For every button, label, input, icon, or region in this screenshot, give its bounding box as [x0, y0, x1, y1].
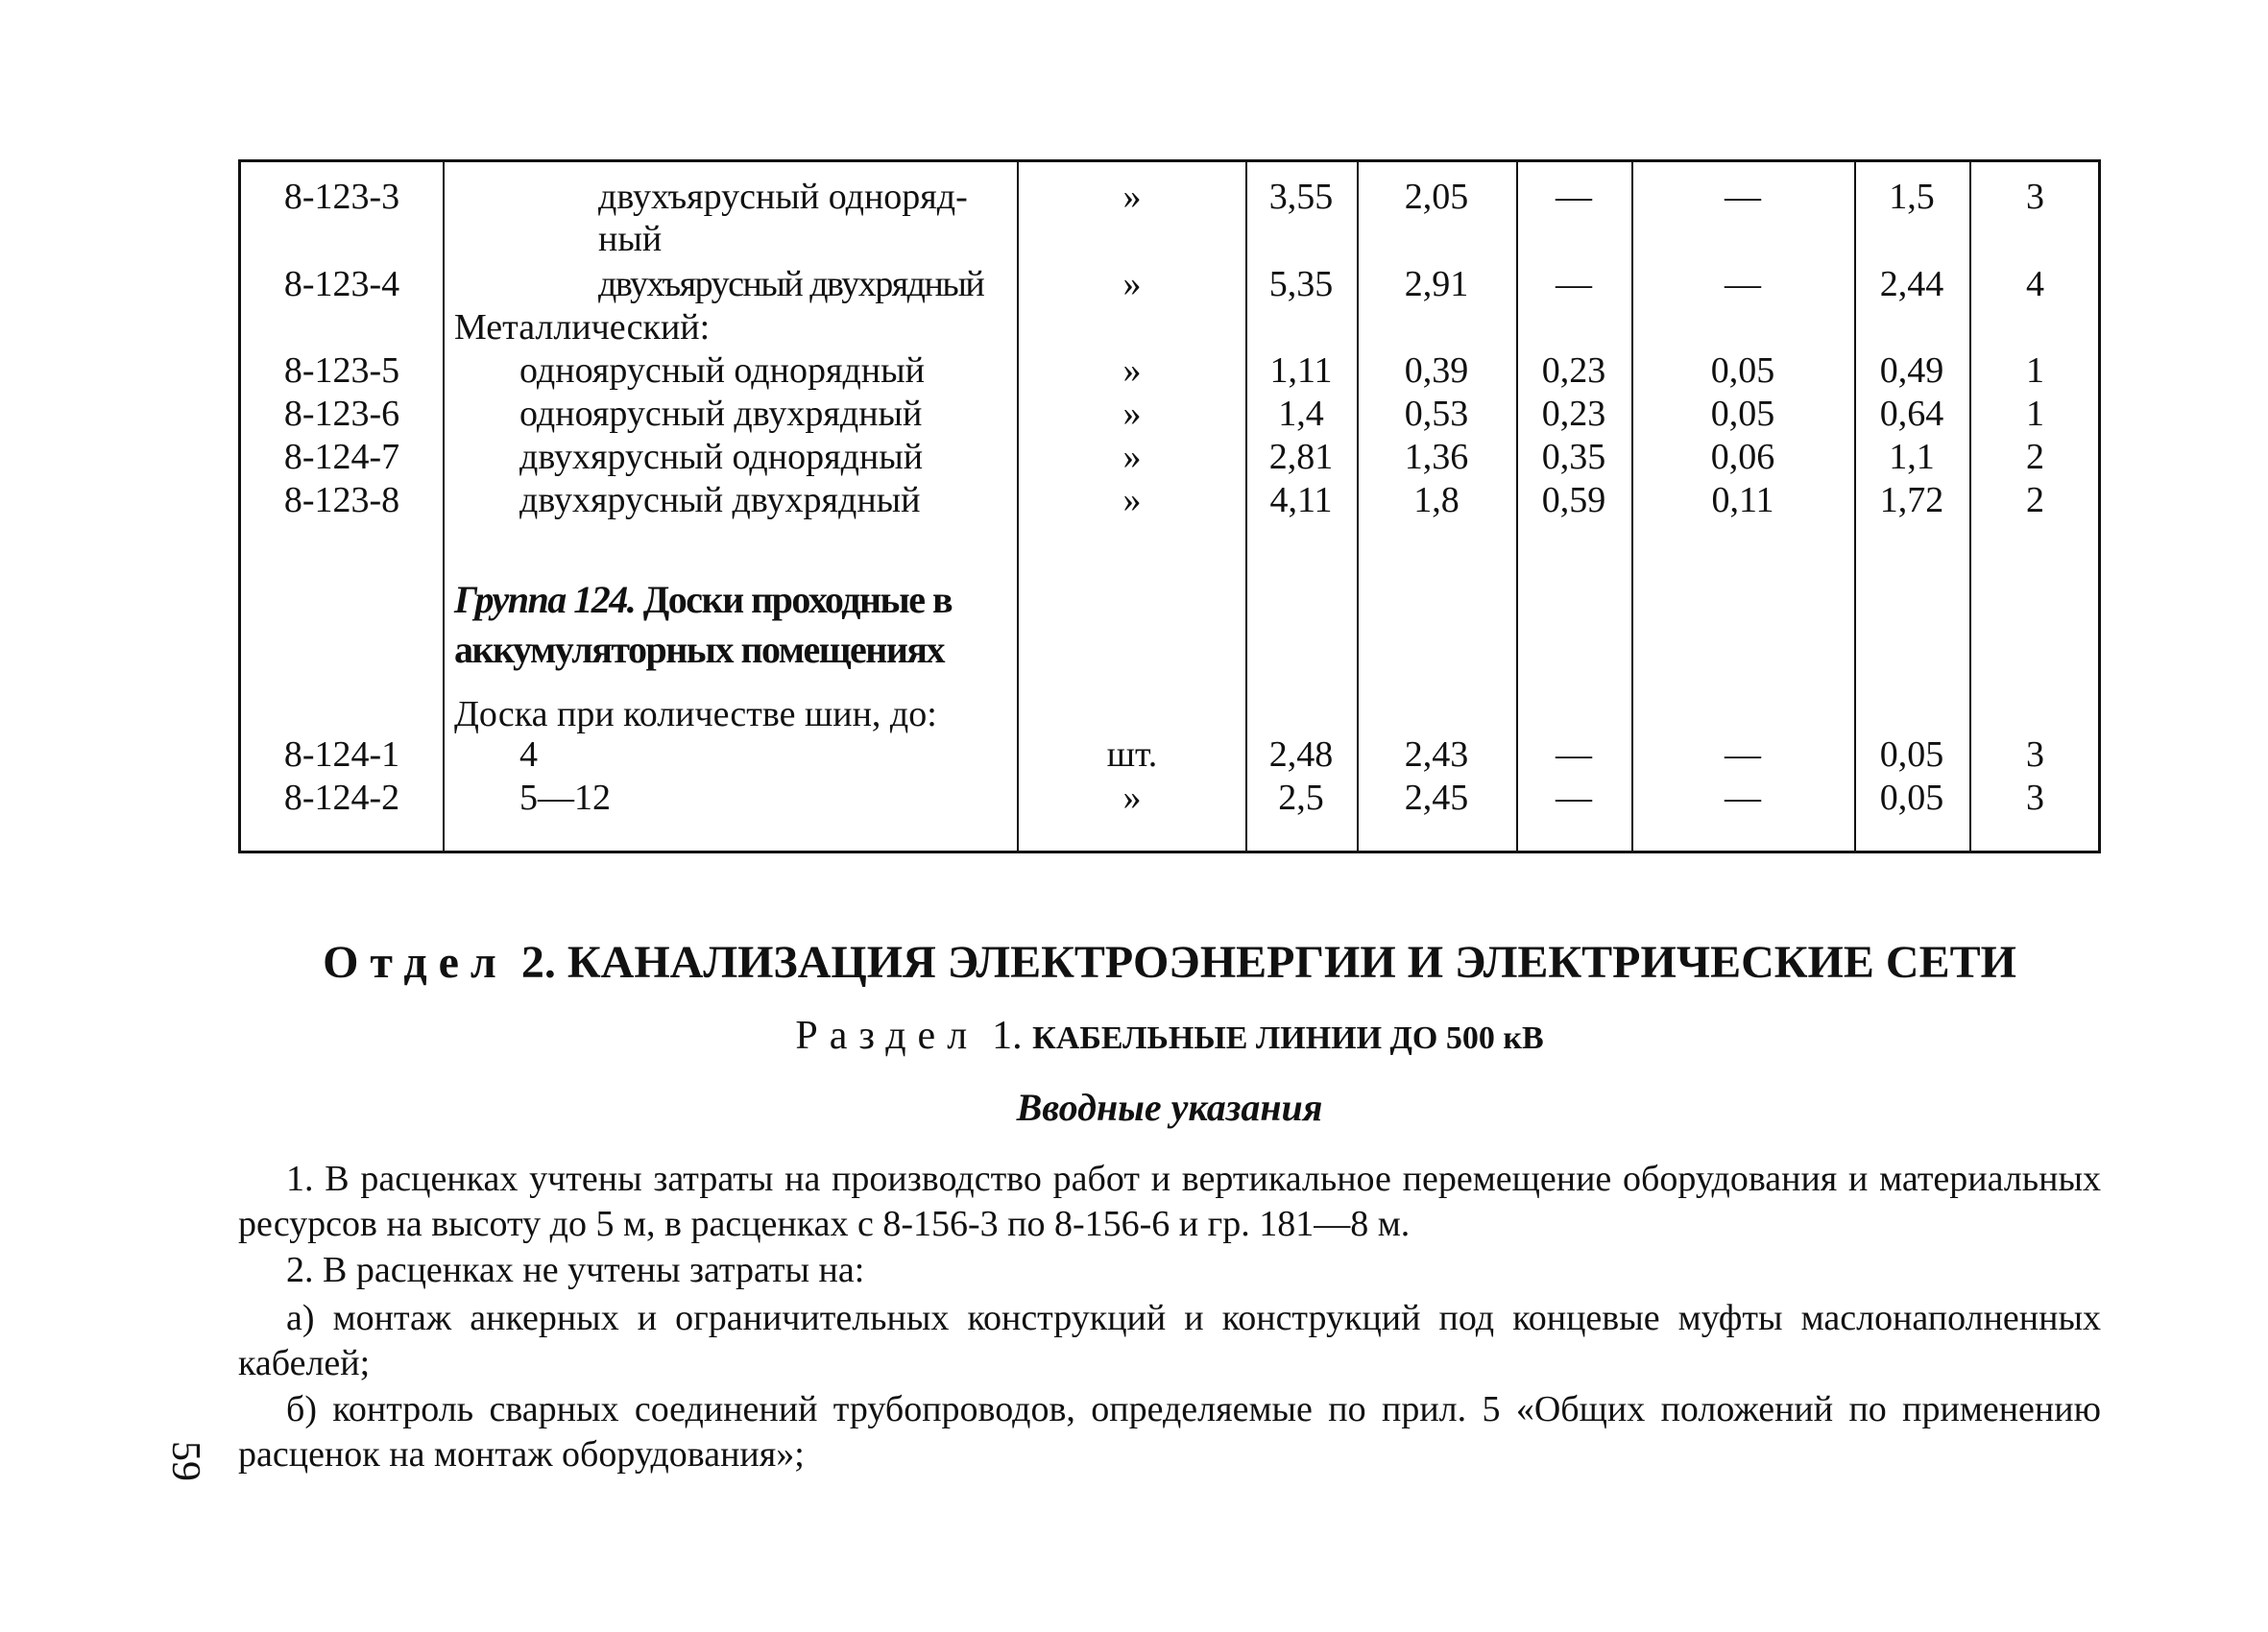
rate-code: 8-123-6: [283, 394, 400, 434]
value-cell: 0,05: [1710, 350, 1775, 391]
value-cell: 0,05: [1710, 394, 1775, 434]
unit-cell: »: [1122, 350, 1142, 391]
value-cell: 2,05: [1404, 177, 1469, 217]
rate-code: 8-123-4: [283, 264, 400, 304]
unit-cell: »: [1122, 177, 1142, 217]
unit-cell: »: [1122, 480, 1142, 520]
unit-cell: шт.: [1106, 734, 1158, 775]
section-heading: [238, 936, 2101, 989]
value-cell: 2,48: [1268, 734, 1334, 775]
page-number: 59: [163, 1441, 207, 1481]
value-cell: 2,5: [1278, 778, 1324, 818]
rate-code: 8-123-3: [283, 177, 400, 217]
value-cell: 0,11: [1711, 480, 1774, 520]
value-cell: 0,39: [1404, 350, 1469, 391]
value-cell: 0,59: [1541, 480, 1606, 520]
value-cell: 1,4: [1278, 394, 1324, 434]
value-cell: —: [1725, 734, 1761, 775]
paragraph: [238, 1387, 2101, 1477]
value-cell: 1: [2026, 394, 2044, 434]
section-title: 2. КАНАЛИЗАЦИЯ ЭЛЕКТРОЭНЕРГИИ И ЭЛЕКТРИЧЕСКИЕ СЕТИ: [520, 937, 2016, 988]
rate-code: 8-123-5: [283, 350, 400, 391]
value-cell: 3,55: [1268, 177, 1334, 217]
value-cell: 2,91: [1404, 264, 1469, 304]
rate-name: 4: [519, 734, 538, 775]
paragraph-text: 1. В расценках учтены затраты на производство работ и вертикальное перемещение оборудования и материальных ресурсов на высоту до 5 м, в расценках с 8-156-3 по 8-156-6 и гр. 181—8 м.: [238, 1159, 2101, 1244]
group-name: Доски проходные в аккумуляторных помещениях: [454, 578, 953, 671]
value-cell: 0,05: [1879, 778, 1944, 818]
subsection-title: КАБЕЛЬНЫЕ ЛИНИИ ДО 500 кВ: [1032, 1020, 1544, 1056]
value-cell: —: [1556, 778, 1592, 818]
value-cell: 1,8: [1413, 480, 1460, 520]
value-cell: —: [1556, 177, 1592, 217]
subsection-number: 1.: [992, 1014, 1023, 1058]
value-cell: 1,1: [1889, 437, 1935, 477]
unit-cell: »: [1122, 437, 1142, 477]
rate-code: 8-124-7: [283, 437, 400, 477]
group-title: [454, 575, 1016, 675]
value-cell: 0,06: [1710, 437, 1775, 477]
subsection-word: Раздел: [795, 1014, 979, 1058]
value-cell: 0,35: [1541, 437, 1606, 477]
section-word: Отдел: [323, 937, 508, 988]
value-cell: 0,64: [1879, 394, 1944, 434]
unit-cell: »: [1122, 394, 1142, 434]
intro-heading: Вводные указания: [1016, 1086, 1323, 1129]
unit-cell: »: [1122, 264, 1142, 304]
value-cell: 0,05: [1879, 734, 1944, 775]
value-cell: —: [1725, 177, 1761, 217]
value-cell: 0,23: [1541, 394, 1606, 434]
category-header: Доска при количестве шин, до:: [454, 694, 937, 734]
value-cell: 2,45: [1404, 778, 1469, 818]
value-cell: 2: [2026, 480, 2044, 520]
value-cell: 0,53: [1404, 394, 1469, 434]
value-cell: —: [1725, 264, 1761, 304]
rate-name: двухъярусный двухрядный: [598, 264, 984, 304]
value-cell: 1: [2026, 350, 2044, 391]
paragraph-text: 2. В расценках не учтены затраты на:: [286, 1250, 865, 1290]
paragraph-text: б) контроль сварных соединений трубопроводов, определяемые по прил. 5 «Общих положений по применению расценок на монтаж оборудования»;: [238, 1389, 2101, 1475]
rate-code: 8-124-2: [283, 778, 400, 818]
column-divider: [443, 162, 445, 851]
value-cell: 1,5: [1889, 177, 1935, 217]
value-cell: 2,44: [1879, 264, 1944, 304]
rate-name: одноярусный однорядный: [519, 350, 925, 391]
value-cell: 2,43: [1404, 734, 1469, 775]
value-cell: 2,81: [1268, 437, 1334, 477]
value-cell: 5,35: [1268, 264, 1334, 304]
value-cell: 0,23: [1541, 350, 1606, 391]
value-cell: 4: [2026, 264, 2044, 304]
value-cell: —: [1556, 264, 1592, 304]
paragraph: [238, 1296, 2101, 1386]
rate-code: 8-123-8: [283, 480, 400, 520]
value-cell: 3: [2026, 778, 2044, 818]
unit-cell: »: [1122, 778, 1142, 818]
value-cell: 3: [2026, 177, 2044, 217]
value-cell: 2: [2026, 437, 2044, 477]
rates-table: [238, 159, 2101, 853]
value-cell: —: [1556, 734, 1592, 775]
rate-name: одноярусный двухрядный: [519, 394, 923, 434]
paragraph-text: а) монтаж анкерных и ограничительных конструкций и конструкций под концевые муфты маслонаполненных кабелей;: [238, 1298, 2101, 1383]
category-header: Металлический:: [454, 307, 711, 348]
rate-code: 8-124-1: [283, 734, 400, 775]
paragraph: [238, 1157, 2101, 1247]
value-cell: 0,49: [1879, 350, 1944, 391]
rate-name: двухъярусный одноряд-: [598, 177, 968, 217]
value-cell: 1,11: [1269, 350, 1333, 391]
rate-name: 5—12: [519, 778, 611, 818]
value-cell: —: [1725, 778, 1761, 818]
subsection-heading: [238, 1013, 2101, 1059]
rate-name: двухярусный двухрядный: [519, 480, 921, 520]
rate-name: двухярусный однорядный: [519, 437, 924, 477]
value-cell: 4,11: [1269, 480, 1333, 520]
group-number: Группа 124.: [454, 578, 636, 621]
rate-name-continued: ный: [598, 219, 663, 259]
value-cell: 1,36: [1404, 437, 1469, 477]
value-cell: 3: [2026, 734, 2044, 775]
value-cell: 1,72: [1879, 480, 1944, 520]
paragraph: [238, 1248, 2101, 1293]
